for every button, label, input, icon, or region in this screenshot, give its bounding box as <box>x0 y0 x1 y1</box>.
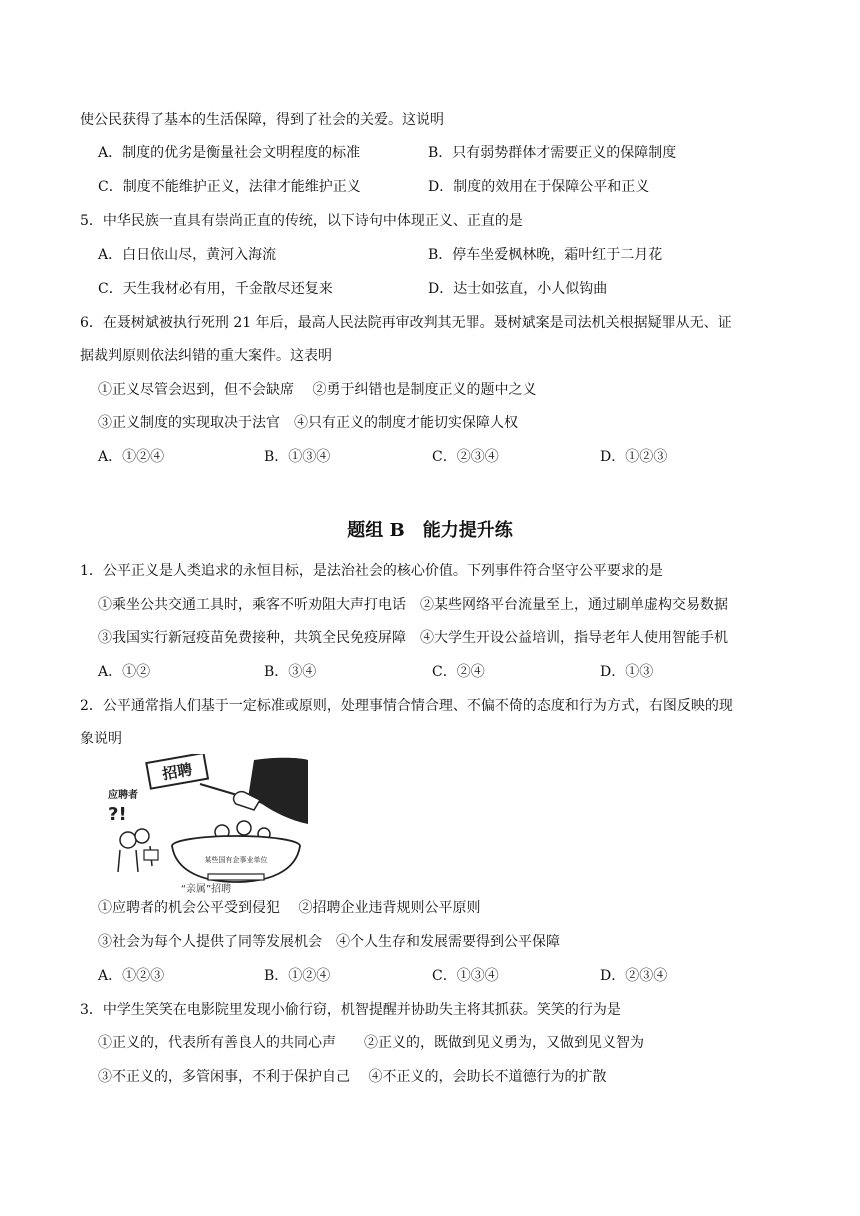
applicant-label: 应聘者 <box>108 790 138 801</box>
q4-option-b: B．只有弱势群体才需要正义的保障制度 <box>428 145 677 161</box>
intro-text: 使公民获得了基本的生活保障，得到了社会的关爱。这说明 <box>80 112 444 128</box>
q6-option-b: B．①③④ <box>264 449 331 465</box>
b2-option-a: A．①②③ <box>98 968 165 984</box>
section-title: 题组 B 能力提升练 <box>347 520 513 541</box>
b1-option-b: B．③④ <box>264 664 317 680</box>
b1-option-c: C．②④ <box>432 664 485 680</box>
b3-stem: 3．中学生笑笑在电影院里发现小偷行窃，机智提醒并协助失主将其抓获。笑笑的行为是 <box>80 1002 621 1018</box>
q6-statements-2: ③正义制度的实现取决于法官 ④只有正义的制度才能切实保障人权 <box>98 415 518 431</box>
q4-option-c: C．制度不能维护正义，法律才能维护正义 <box>98 179 361 195</box>
q6-stem-line1: 6．在聂树斌被执行死刑 21 年后，最高人民法院再审改判其无罪。聂树斌案是司法机关根据疑罪从无、证 <box>80 315 732 331</box>
q6-option-a: A．①②④ <box>98 449 165 465</box>
q5-option-c: C．天生我材必有用，千金散尽还复来 <box>98 281 333 297</box>
sign-text: 招聘 <box>160 760 194 784</box>
cartoon-caption: “亲属”招聘 <box>180 884 232 894</box>
q6-option-d: D．①②③ <box>600 449 668 465</box>
q5-option-a: A．白日依山尽，黄河入海流 <box>98 247 277 263</box>
b1-option-a: A．①② <box>98 664 151 680</box>
b2-option-b: B．①②④ <box>264 968 331 984</box>
b1-stem: 1．公平正义是人类追求的永恒目标，是法治社会的核心价值。下列事件符合坚守公平要求的是 <box>80 563 663 579</box>
q4-option-d: D．制度的效用在于保障公平和正义 <box>428 179 650 195</box>
b2-stem-line2: 象说明 <box>80 731 122 747</box>
b2-option-c: C．①③④ <box>432 968 499 984</box>
q5-option-b: B．停车坐爱枫林晚，霜叶红于二月花 <box>428 247 663 263</box>
b3-statements-1: ①正义的，代表所有善良人的共同心声 ②正义的，既做到见义勇为，又做到见义智为 <box>98 1035 644 1051</box>
b2-statements-1: ①应聘者的机会公平受到侵犯 ②招聘企业违背规则公平原则 <box>98 900 481 916</box>
q5-stem: 5．中华民族一直具有崇尚正直的传统，以下诗句中体现正义、正直的是 <box>80 213 523 229</box>
q5-option-d: D．达士如弦直，小人似钩曲 <box>428 281 608 297</box>
sleeve-shape <box>248 758 308 824</box>
q6-option-c: C．②③④ <box>432 449 499 465</box>
b2-stem-line1: 2．公平通常指人们基于一定标准或原则，处理事情合情合理、不偏不倚的态度和行为方式，右图反映的现 <box>80 698 733 714</box>
q6-stem-line2: 据裁判原则依法纠错的重大案件。这表明 <box>80 348 332 364</box>
recruitment-cartoon <box>104 754 308 894</box>
sign-board <box>146 754 208 789</box>
b1-statements-1: ①乘坐公共交通工具时，乘客不听劝阻大声打电话 ②某些网络平台流量至上，通过刷单虚构交易数据 <box>98 597 728 613</box>
b1-statements-2: ③我国实行新冠疫苗免费接种，共筑全民免疫屏障 ④大学生开设公益培训，指导老年人使用智能手机 <box>98 630 728 646</box>
q6-statements-1: ①正义尽管会迟到，但不会缺席 ②勇于纠错也是制度正义的题中之义 <box>98 382 537 398</box>
q4-option-a: A．制度的优劣是衡量社会文明程度的标准 <box>98 145 361 161</box>
b3-statements-2: ③不正义的，多管闲事，不利于保护自己 ④不正义的，会助长不道德行为的扩散 <box>98 1069 607 1085</box>
b1-option-d: D．①③ <box>600 664 654 680</box>
question-exclaim-marks: ?! <box>108 804 127 825</box>
b2-option-d: D．②③④ <box>600 968 668 984</box>
b2-statements-2: ③社会为每个人提供了同等发展机会 ④个人生存和发展需要得到公平保障 <box>98 934 560 950</box>
bowl-label: 某些国有企事业单位 <box>204 856 268 864</box>
